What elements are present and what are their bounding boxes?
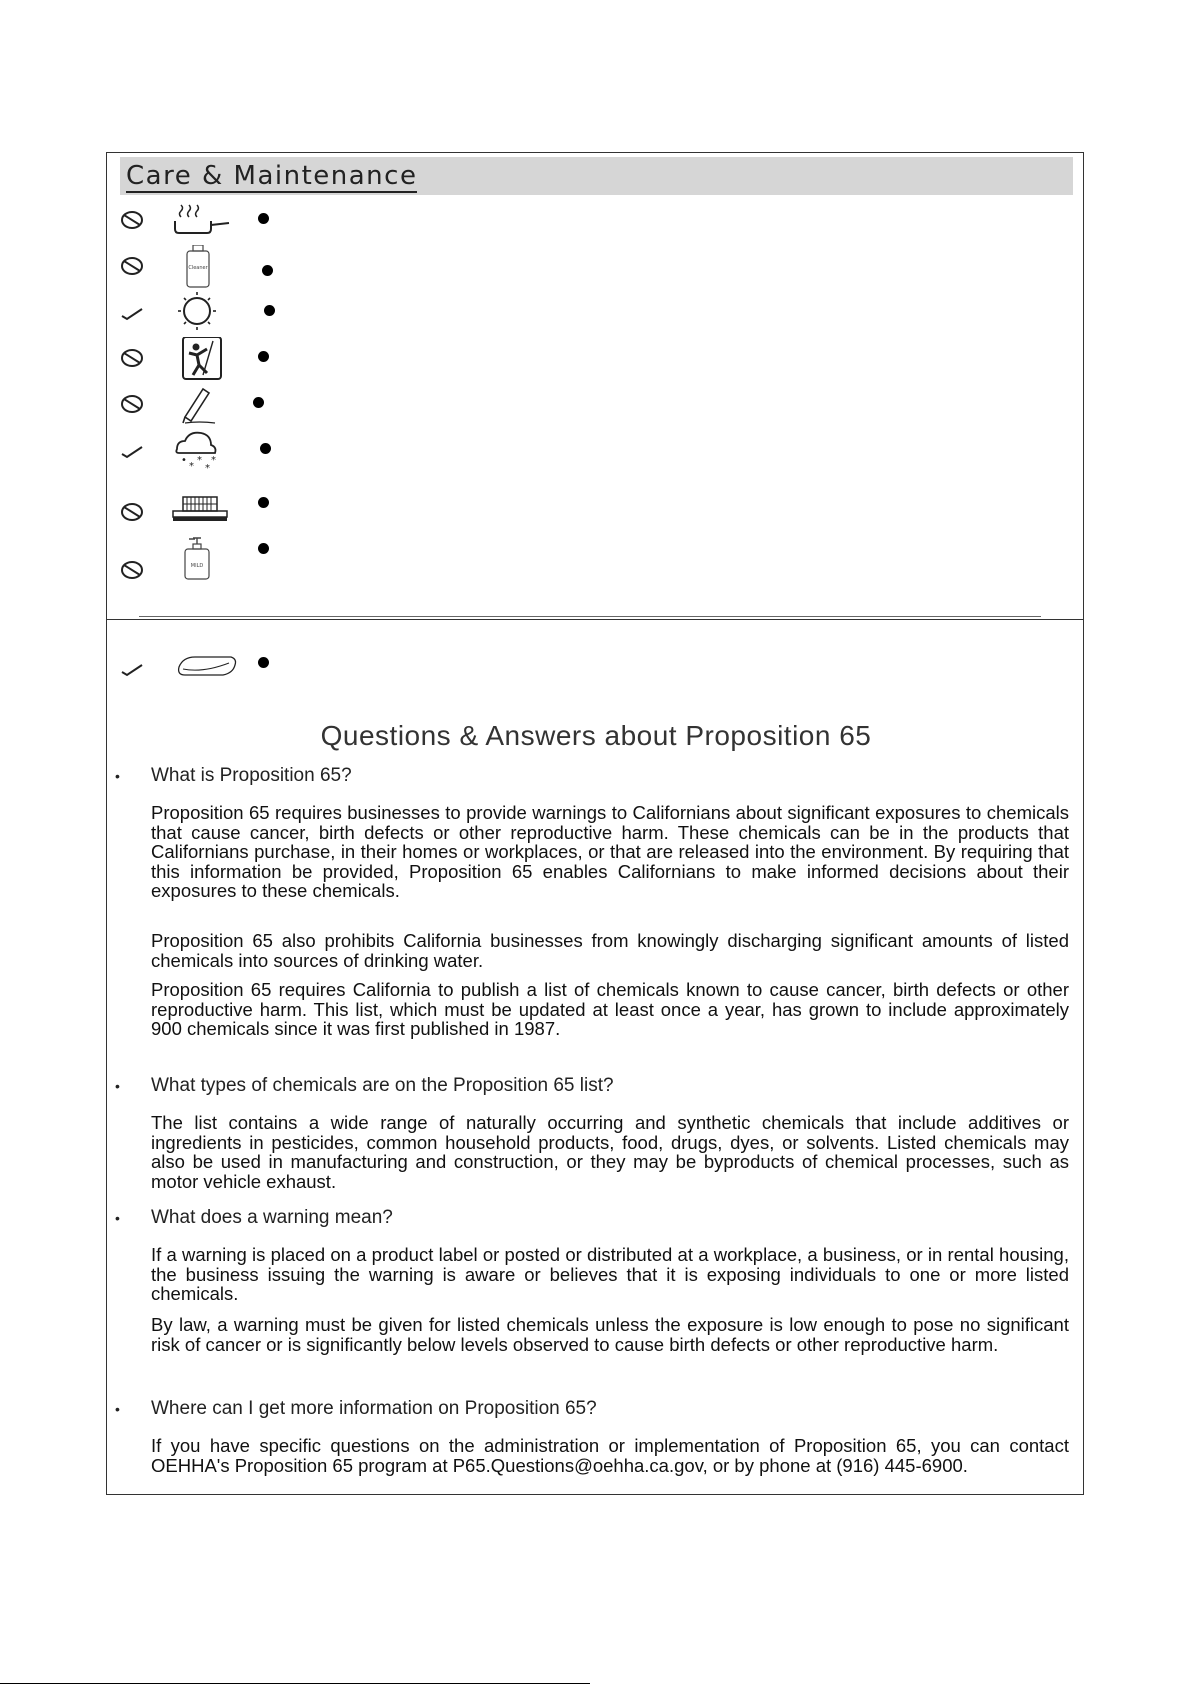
care-row-2 <box>107 245 407 285</box>
prohibited-icon <box>119 207 145 233</box>
bullet-dot: • <box>115 1209 120 1226</box>
bullet-dot <box>258 213 269 224</box>
question-3 <box>115 1207 1055 1229</box>
check-icon <box>119 437 145 463</box>
hot-pot-icon <box>167 199 231 243</box>
svg-text:*: * <box>211 455 216 466</box>
soap-dispenser-icon <box>167 533 231 583</box>
bullet-dot: • <box>115 1400 120 1417</box>
care-row-4 <box>107 337 407 377</box>
svg-text:*: * <box>189 461 194 472</box>
care-row-6 <box>107 429 407 473</box>
question-text: What does a warning mean? <box>151 1207 393 1228</box>
question-text: What types of chemicals are on the Proposition 65 list? <box>151 1075 614 1096</box>
check-icon <box>119 655 145 681</box>
bullet-dot <box>253 397 264 408</box>
care-row-9 <box>107 647 407 687</box>
answer-paragraph: Proposition 65 requires California to publish a list of chemicals known to cause cancer, birth defects or other reproductive harm. This list, which must be updated at least once a year, has grown to include approximately 900 chemicals since it was first published in 1987. <box>151 979 1069 1040</box>
section-divider <box>107 619 1083 620</box>
care-title: Care & Maintenance <box>126 161 418 191</box>
qa-title: Questions & Answers about Proposition 65 <box>320 720 872 751</box>
bullet-dot: • <box>115 1077 120 1094</box>
prohibited-icon <box>119 391 145 417</box>
cloth-icon <box>167 647 243 691</box>
prohibited-icon <box>119 499 145 525</box>
svg-text:*: * <box>197 455 202 466</box>
rain-snow-cloud-icon <box>167 429 231 473</box>
answer-paragraph: Proposition 65 requires businesses to provide warnings to Californians about significant exposures to chemicals that cause cancer, birth defects or other reproductive harm. These chemicals can be in the products that Californians purchase, in their homes or workplaces, or that are released into the environment. By requiring that this information be provided, Proposition 65 enables Californians to make informed decisions about their exposures to these chemicals. <box>151 802 1069 902</box>
svg-text:•: • <box>181 455 187 466</box>
footer-rule <box>0 1683 590 1684</box>
mild-label: MILD <box>190 563 204 569</box>
cleaner-bottle-icon <box>167 245 231 289</box>
question-text: What is Proposition 65? <box>151 765 352 786</box>
prohibited-icon <box>119 253 145 279</box>
bullet-dot <box>258 497 269 508</box>
prohibited-icon <box>119 345 145 371</box>
care-row-5 <box>107 383 407 423</box>
cleaner-label: Cleaner <box>188 265 208 271</box>
bullet-dot <box>262 265 273 276</box>
care-row-7 <box>107 487 407 527</box>
bullet-dot <box>258 351 269 362</box>
check-icon <box>119 299 145 325</box>
question-1 <box>115 765 1055 787</box>
question-text: Where can I get more information on Proposition 65? <box>151 1398 597 1419</box>
answer-paragraph: If a warning is placed on a product label or posted or distributed at a workplace, a business, or in rental housing, the business issuing the warning is aware or believes that it is exposing individuals to one or more listed chemicals. <box>151 1244 1069 1305</box>
bullet-dot <box>258 543 269 554</box>
svg-text:*: * <box>205 463 210 473</box>
answer-paragraph: The list contains a wide range of naturally occurring and synthetic chemicals that include additives or ingredients in pesticides, common household products, food, drugs, dyes, or solvents. Listed chemicals may also be used in manufacturing and construction, or they may be byproducts of chemical processes, such as motor vehicle exhaust. <box>151 1112 1069 1192</box>
answer-paragraph: By law, a warning must be given for listed chemicals unless the exposure is low enough to pose no significant risk of cancer or is significantly below levels observed to cause birth defects or other reproductive harm. <box>151 1314 1069 1355</box>
care-row-1 <box>107 199 407 239</box>
bullet-dot <box>264 305 275 316</box>
question-2 <box>115 1075 1055 1097</box>
bullet-dot <box>258 657 269 668</box>
care-header <box>120 157 1073 195</box>
bullet-dot <box>260 443 271 454</box>
prohibited-icon <box>119 557 145 583</box>
answer-paragraph: Proposition 65 also prohibits California businesses from knowingly discharging significant amounts of listed chemicals into sources of drinking water. <box>151 930 1069 971</box>
document-frame <box>106 152 1084 1495</box>
standing-person-icon <box>167 337 231 381</box>
answer-paragraph: If you have specific questions on the administration or implementation of Proposition 65, you can contact OEHHA's Proposition 65 program at P65.Questions@oehha.ca.gov, or by phone at (916) 445-6900. <box>151 1435 1069 1476</box>
care-row-8 <box>107 533 407 573</box>
section-rule <box>139 616 1041 617</box>
bullet-dot: • <box>115 767 120 784</box>
question-4 <box>115 1398 1055 1420</box>
pen-icon <box>167 383 231 427</box>
radiator-icon <box>167 487 231 531</box>
care-row-3 <box>107 291 407 331</box>
sun-icon <box>167 291 231 335</box>
